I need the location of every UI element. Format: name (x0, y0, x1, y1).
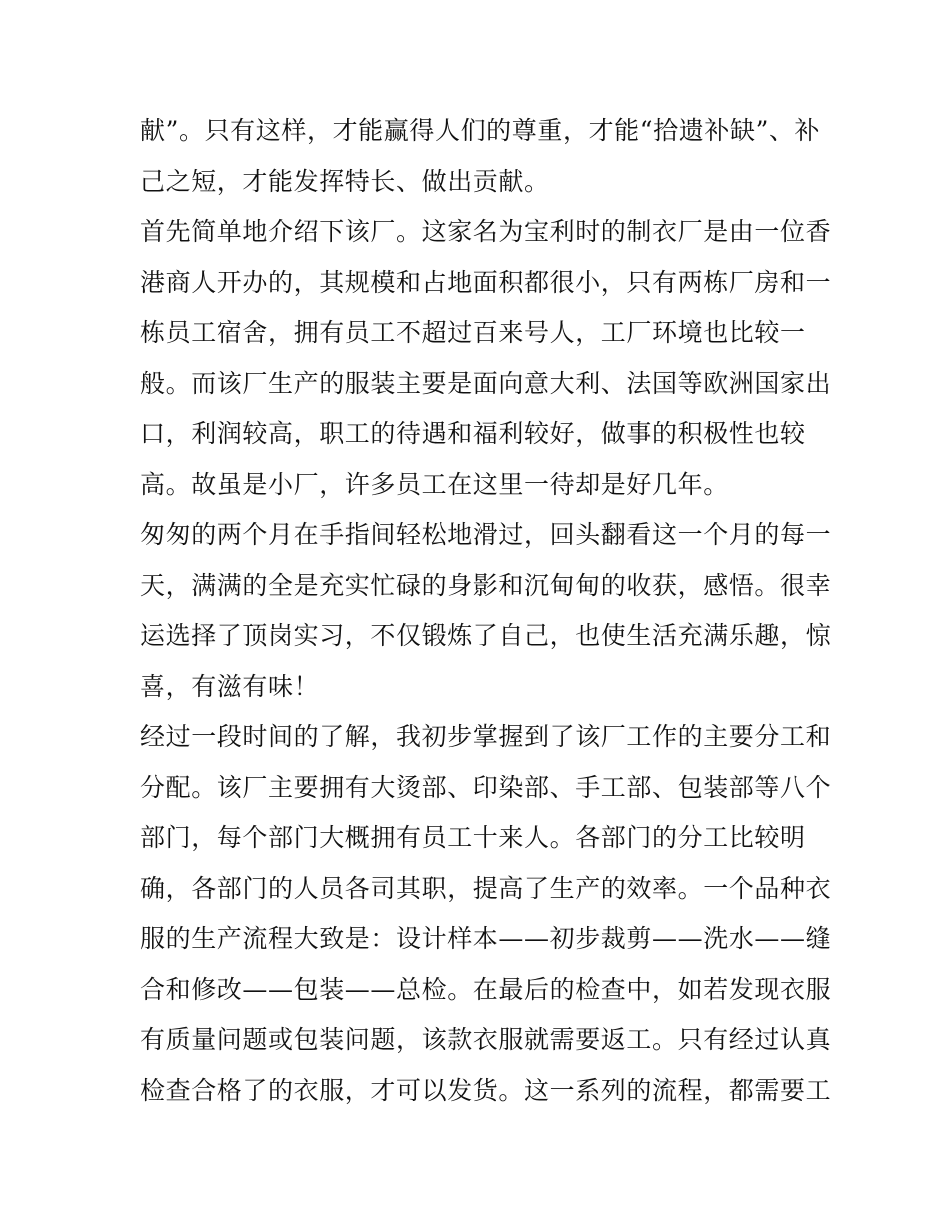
text-line: 栋员工宿舍，拥有员工不超过百来号人，工厂环境也比较一 (140, 318, 806, 347)
text-line: 匆匆的两个月在手指间轻松地滑过，回头翻看这一个月的每一 (140, 520, 832, 549)
text-line: 确，各部门的人员各司其职，提高了生产的效率。一个品种衣 (140, 873, 832, 903)
text-line: 喜，有滋有味！ (140, 671, 320, 701)
text-line: 运选择了顶岗实习，不仅锻炼了自己，也使生活充满乐趣，惊 (140, 621, 832, 650)
text-line: 港商人开办的，其规模和占地面积都很小，只有两栋厂房和一 (140, 267, 832, 297)
text-line: 首先简单地介绍下该厂。这家名为宝利时的制衣厂是由一位香 (140, 217, 832, 246)
text-line: 有质量问题或包装问题，该款衣服就需要返工。只有经过认真 (140, 1025, 832, 1054)
text-line: 经过一段时间的了解，我初步掌握到了该厂工作的主要分工和 (140, 722, 832, 751)
text-line: 献”。只有这样，才能赢得人们的尊重，才能“拾遗补缺”、补 (140, 116, 821, 145)
text-line: 己之短，才能发挥特长、做出贡献。 (140, 166, 550, 196)
text-line: 般。而该厂生产的服装主要是面向意大利、法国等欧洲国家出 (140, 368, 832, 398)
text-line: 口，利润较高，职工的待遇和福利较好，做事的积极性也较 (140, 419, 806, 448)
text-line: 部门，每个部门大概拥有员工十来人。各部门的分工比较明 (140, 823, 806, 852)
text-line: 天，满满的全是充实忙碌的身影和沉甸甸的收获，感悟。很幸 (140, 570, 832, 600)
text-line: 检查合格了的衣服，才可以发货。这一系列的流程，都需要工 (140, 1075, 832, 1105)
text-line: 服的生产流程大致是：设计样本——初步裁剪——洗水——缝 (140, 924, 832, 953)
body-text (140, 106, 832, 1116)
text-line: 合和修改——包装——总检。在最后的检查中，如若发现衣服 (140, 974, 832, 1004)
text-line: 分配。该厂主要拥有大烫部、印染部、手工部、包装部等八个 (140, 772, 832, 802)
text-line: 高。故虽是小厂，许多员工在这里一待却是好几年。 (140, 469, 729, 499)
